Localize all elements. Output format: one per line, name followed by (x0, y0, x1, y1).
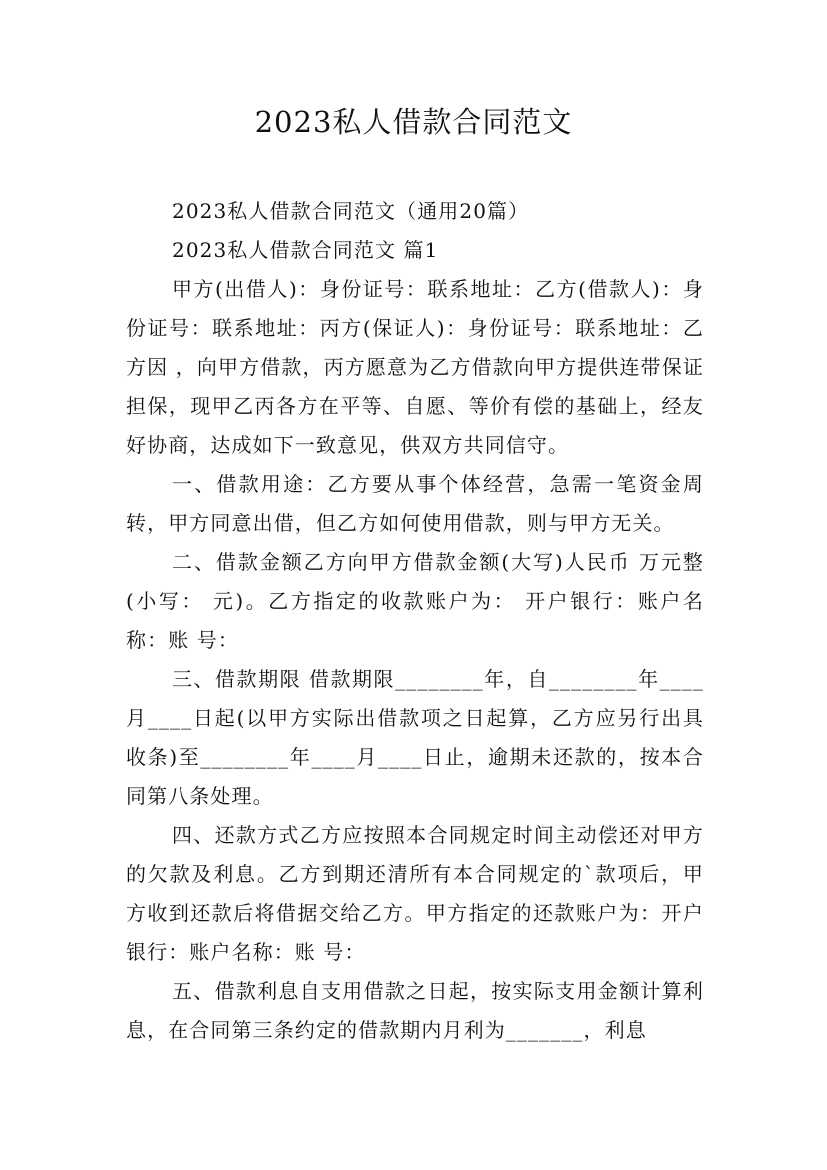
paragraph-section-heading: 2023私人借款合同范文 篇1 (172, 238, 439, 262)
paragraph-subtitle: 2023私人借款合同范文（通用20篇） (172, 199, 530, 223)
paragraph-loan-term: 三、借款期限 借款期限________年，自________年____月____日起(以甲方实际出借款项之日起算，乙方应另行出具收条)至________年____月____日止，逾期未还款的，按本合同第八条处理。 (126, 667, 704, 808)
paragraph-interest: 五、借款利息自支用借款之日起，按实际支用金额计算利息，在合同第三条约定的借款期内月利为_______，利息 (126, 979, 704, 1042)
document-title: 2023私人借款合同范文 (254, 105, 573, 139)
paragraph-parties: 甲方(出借人)：身份证号：联系地址：乙方(借款人)：身份证号：联系地址：丙方(保证人)：身份证号：联系地址：乙方因 ，向甲方借款，丙方愿意为乙方借款向甲方提供连带保证担保，现甲乙丙各方在平等、自愿、等价有偿的基础上，经友好协商，达成如下一致意见，供双方共同信守。 (126, 277, 704, 457)
document-body (126, 192, 704, 1050)
paragraph-repayment: 四、还款方式乙方应按照本合同规定时间主动偿还对甲方的欠款及利息。乙方到期还清所有本合同规定的`款项后，甲方收到还款后将借据交给乙方。甲方指定的还款账户为：开户银行：账户名称：账 号： (126, 823, 704, 964)
paragraph-loan-amount: 二、借款金额乙方向甲方借款金额(大写)人民币 万元整(小写： 元)。乙方指定的收款账户为： 开户银行：账户名称：账 号： (126, 550, 704, 652)
paragraph-loan-purpose: 一、借款用途：乙方要从事个体经营，急需一笔资金周转，甲方同意出借，但乙方如何使用借款，则与甲方无关。 (126, 472, 704, 535)
